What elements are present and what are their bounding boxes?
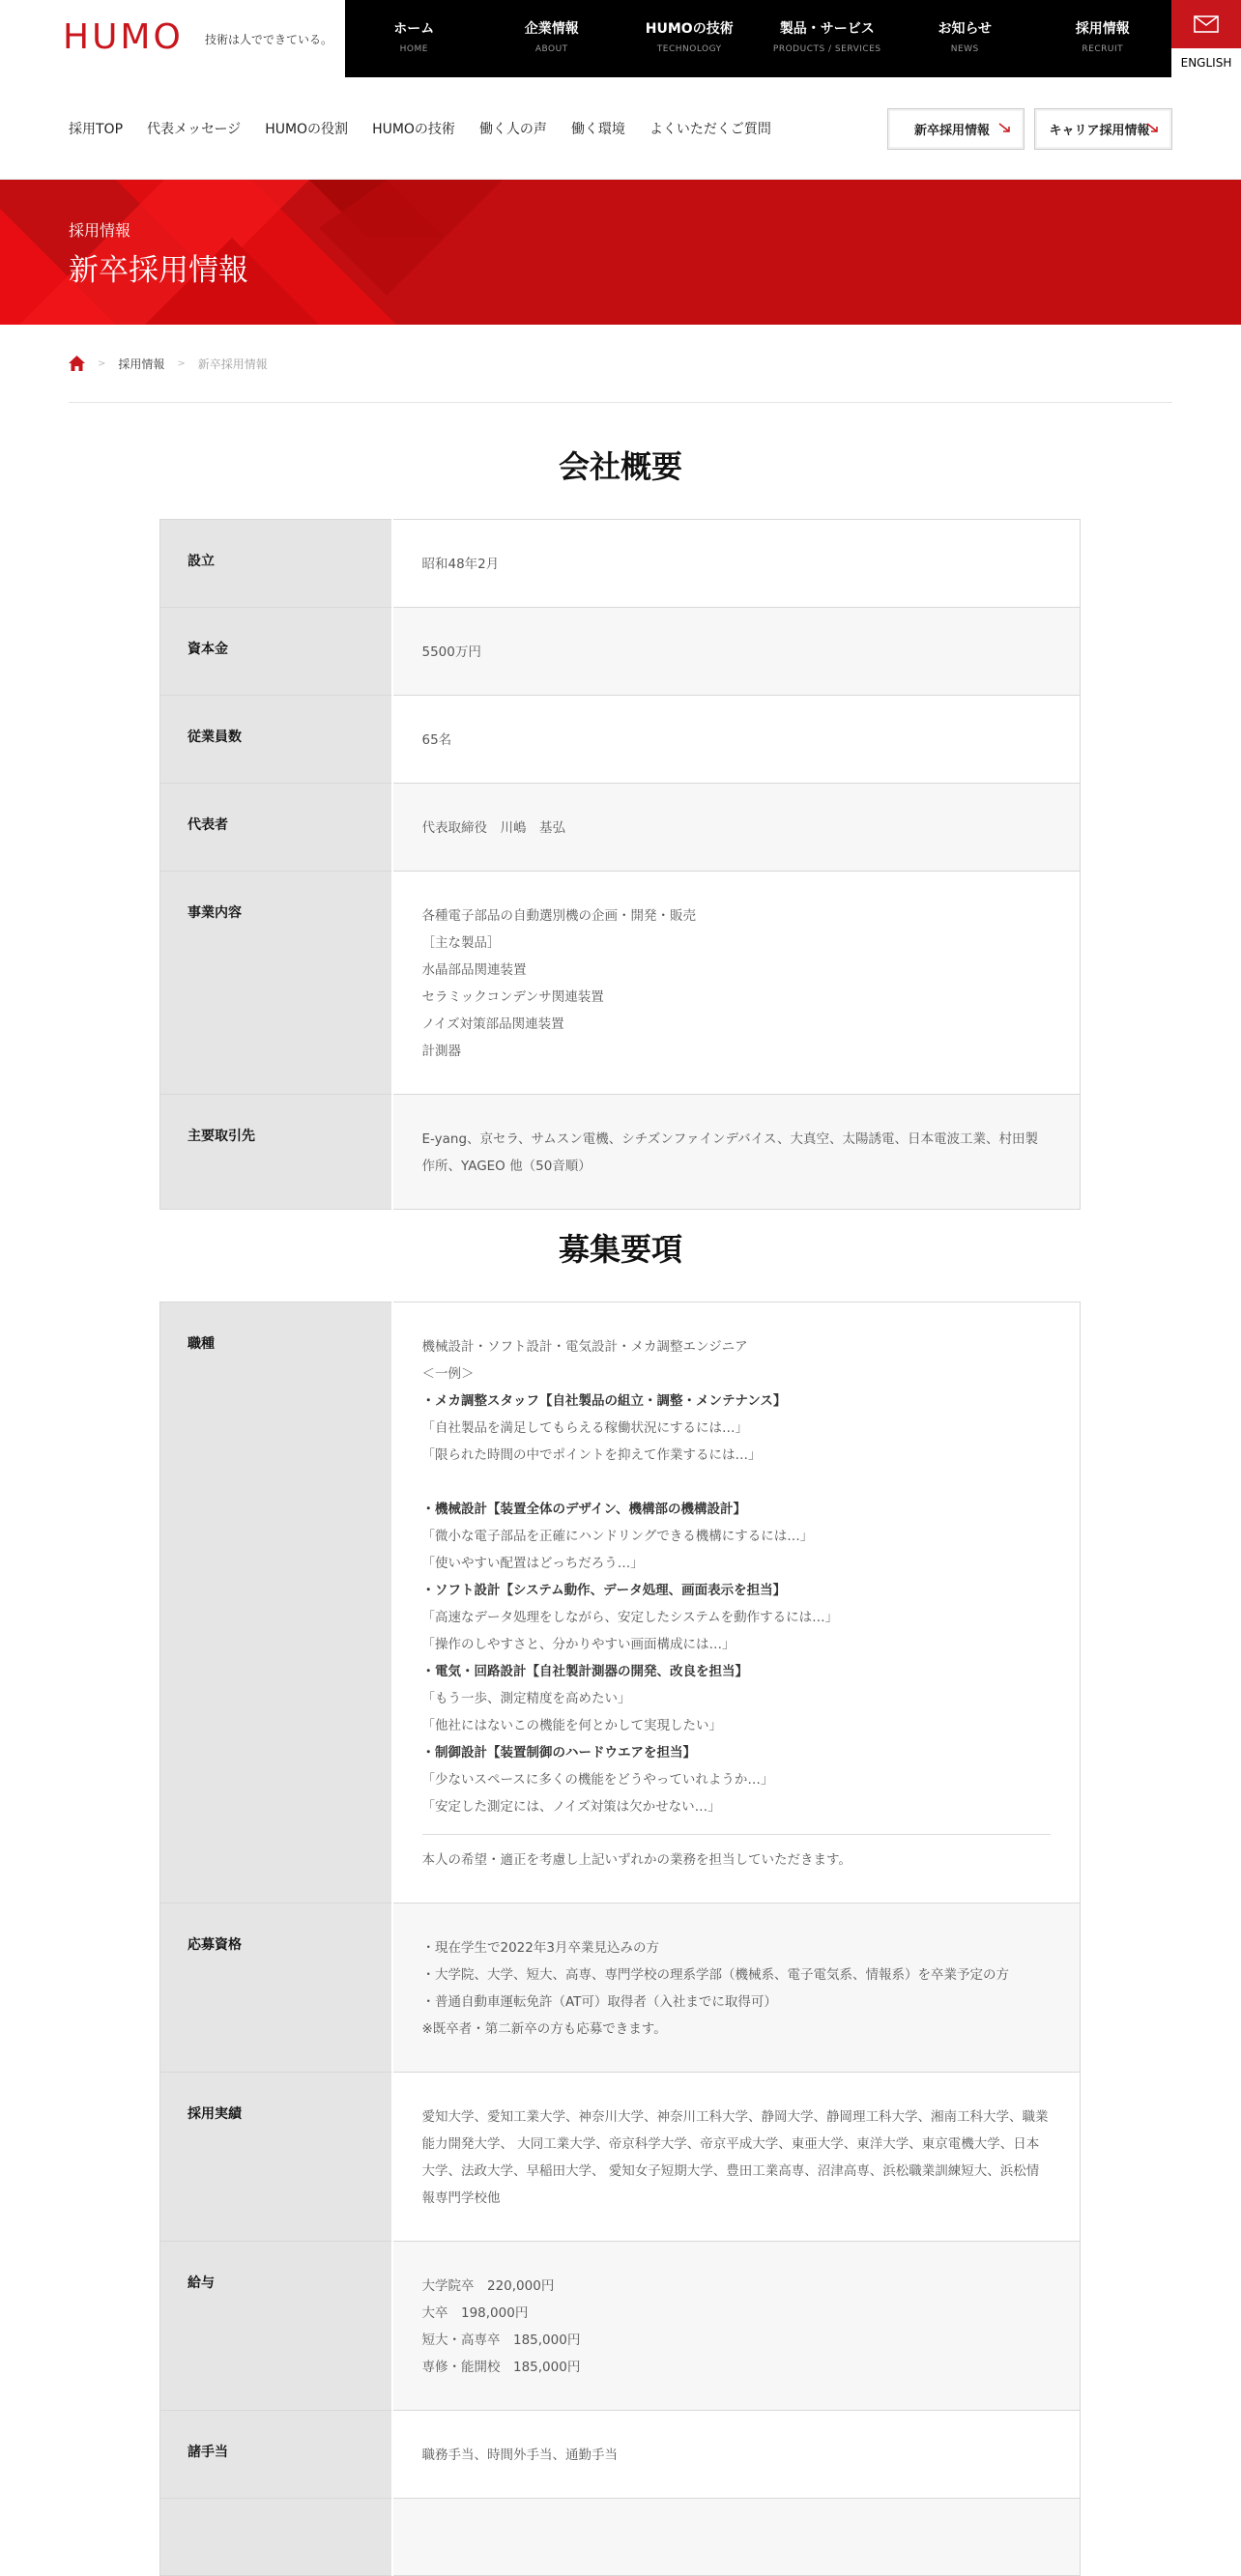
value-line: 代表取締役 川嶋 基弘 (421, 820, 565, 836)
row-label: 従業員数 (160, 696, 392, 784)
row-value (392, 1903, 1081, 2073)
gnav-sublabel: NEWS (950, 44, 979, 54)
arrow-icon (998, 123, 1012, 134)
row-label: 応募資格 (160, 1903, 392, 2073)
contact-mail-button[interactable] (1171, 0, 1241, 48)
subnav-voices[interactable]: 働く人の声 (478, 122, 547, 137)
subnav-links (69, 119, 795, 138)
recruit-table (159, 1302, 1081, 2576)
table-row (160, 608, 1081, 696)
row-label: 事業内容 (160, 872, 392, 1095)
site-header (0, 0, 1241, 77)
row-value (392, 2073, 1081, 2242)
row-label (160, 2499, 392, 2576)
table-row (160, 1302, 1081, 1903)
job-line: ＜一例＞ (421, 1366, 475, 1382)
gnav-home[interactable] (345, 0, 483, 77)
career-button-label: キャリア採用情報 (1049, 124, 1150, 138)
value-line: ※既卒者・第二新卒の方も応募できます。 (421, 2021, 667, 2037)
value-line: ・現在学生で2022年3月卒業見込みの方 (421, 1940, 659, 1956)
gnav-label: ホーム (393, 21, 435, 37)
gnav-sublabel: PRODUCTS / SERVICES (772, 44, 881, 54)
row-label: 設立 (160, 520, 392, 608)
row-value (392, 1095, 1081, 1210)
row-label: 代表者 (160, 784, 392, 872)
company-heading: 会社概要 (558, 448, 682, 485)
table-row (160, 2242, 1081, 2411)
english-link[interactable]: ENGLISH (1171, 48, 1241, 77)
job-line: 「安定した測定には、ノイズ対策は欠かせない…」 (421, 1799, 721, 1815)
page-banner (0, 180, 1241, 325)
table-row (160, 520, 1081, 608)
job-line: 「微小な電子部品を正確にハンドリングできる機構にするには…」 (421, 1529, 814, 1544)
row-label: 主要取引先 (160, 1095, 392, 1210)
gnav-label: お知らせ (938, 21, 993, 37)
gnav-technology[interactable] (620, 0, 759, 77)
gnav-label: 企業情報 (524, 21, 579, 37)
row-value (392, 2411, 1081, 2499)
job-line: 「限られた時間の中でポイントを抑えて作業するには…」 (421, 1447, 762, 1463)
subnav-faq[interactable]: よくいただくご質問 (649, 122, 771, 137)
breadcrumb-recruit[interactable]: 採用情報 (118, 357, 165, 371)
newgrad-button-label: 新卒採用情報 (913, 124, 990, 138)
row-label: 採用実績 (160, 2073, 392, 2242)
value-line: 65名 (421, 732, 452, 748)
subnav-message[interactable]: 代表メッセージ (147, 122, 242, 137)
subnav-role[interactable]: HUMOの役割 (265, 122, 349, 137)
row-value (392, 2242, 1081, 2411)
value-line: 大学院卒 220,000円 (421, 2278, 555, 2294)
career-button[interactable] (1034, 108, 1172, 150)
job-note: 本人の希望・適正を考慮し上記いずれかの業務を担当していただきます。 (421, 1852, 851, 1868)
spacer (422, 1469, 1052, 1496)
row-value (392, 696, 1081, 784)
divider (69, 402, 1172, 403)
subnav-environment[interactable]: 働く環境 (570, 122, 625, 137)
gnav-about[interactable] (483, 0, 621, 77)
value-line: 5500万円 (421, 644, 481, 660)
job-line: 機械設計・ソフト設計・電気設計・メカ調整エンジニア (421, 1339, 748, 1355)
row-value (392, 2499, 1081, 2576)
table-row (160, 784, 1081, 872)
tagline: 技術は人でできている。 (205, 33, 333, 46)
arrow-icon (1146, 123, 1160, 134)
gnav-recruit[interactable] (1034, 0, 1172, 77)
table-row (160, 2499, 1081, 2576)
company-table (159, 519, 1081, 1210)
row-label: 諸手当 (160, 2411, 392, 2499)
chevron-right-icon: > (98, 358, 106, 369)
mail-icon (1194, 15, 1219, 33)
table-row (160, 2411, 1081, 2499)
logo-area (0, 0, 345, 77)
job-line: 「高速なデータ処理をしながら、安定したシステムを動作するには…」 (421, 1610, 839, 1625)
value-line: ・大学院、大学、短大、高専、専門学校の理系学部（機械系、電子電気系、情報系）を卒業予定の方 (421, 1967, 1009, 1983)
gnav-sublabel: TECHNOLOGY (656, 44, 722, 54)
chevron-right-icon: > (177, 358, 186, 369)
table-row (160, 2073, 1081, 2242)
job-category: ・メカ調整スタッフ【自社製品の組立・調整・メンテナンス】 (421, 1393, 787, 1409)
gnav-sublabel: HOME (399, 44, 428, 54)
value-line: 各種電子部品の自動選別機の企画・開発・販売 (421, 908, 696, 924)
table-row (160, 1903, 1081, 2073)
subnav-recruit-top[interactable]: 採用TOP (69, 122, 124, 137)
gnav-news[interactable] (896, 0, 1034, 77)
gnav-label: 採用情報 (1075, 21, 1130, 37)
gnav-label: HUMOの技術 (645, 21, 734, 37)
job-line: 「使いやすい配置はどっちだろう…」 (421, 1556, 644, 1571)
job-lines (422, 1333, 1052, 1820)
job-line: 「少ないスペースに多くの機能をどうやっていれようか…」 (421, 1772, 774, 1788)
recruit-heading: 募集要項 (558, 1231, 682, 1268)
row-value (392, 784, 1081, 872)
banner-subtitle: 採用情報 (69, 221, 131, 240)
job-category: ・電気・回路設計【自社製計測器の開発、改良を担当】 (421, 1664, 748, 1679)
value-line: ・普通自動車運転免許（AT可）取得者（入社までに取得可） (421, 1994, 777, 2010)
job-category: ・機械設計【装置全体のデザイン、機構部の機構設計】 (421, 1502, 746, 1517)
gnav-label: 製品・サービス (779, 21, 875, 37)
row-value (392, 520, 1081, 608)
table-row (160, 872, 1081, 1095)
job-line: 「自社製品を満足してもらえる稼働状況にするには…」 (421, 1420, 748, 1436)
home-icon[interactable] (69, 356, 85, 371)
row-value (392, 608, 1081, 696)
lang-area (1171, 0, 1241, 77)
job-line: 「もう一歩、測定精度を高めたい」 (421, 1691, 631, 1706)
gnav-sublabel: RECRUIT (1082, 44, 1124, 54)
global-nav (345, 0, 1171, 77)
recruit-subnav (0, 77, 1241, 180)
job-line: 「操作のしやすさと、分かりやすい画面構成には…」 (421, 1637, 736, 1652)
value-line: 短大・高専卒 185,000円 (421, 2333, 581, 2348)
subnav-technology[interactable]: HUMOの技術 (372, 122, 455, 137)
value-line: セラミックコンデンサ関連装置 (421, 989, 604, 1005)
value-line: 水晶部品関連装置 (421, 962, 527, 978)
value-line: 職務手当、時間外手当、通勤手当 (421, 2447, 618, 2463)
gnav-products[interactable] (759, 0, 897, 77)
row-label: 資本金 (160, 608, 392, 696)
breadcrumb-current: 新卒採用情報 (197, 357, 268, 371)
table-row (160, 1095, 1081, 1210)
job-category: ・制御設計【装置制御のハードウエアを担当】 (421, 1745, 696, 1760)
value-line: 専修・能開校 185,000円 (421, 2360, 581, 2375)
row-label: 職種 (160, 1302, 392, 1903)
divider (422, 1834, 1052, 1835)
table-row (160, 696, 1081, 784)
value-line: E-yang、京セラ、サムスン電機、シチズンファインデバイス、大真空、太陽誘電、日本電波工業、村田製作所、YAGEO 他（50音順） (421, 1131, 1038, 1174)
value-line: 大卒 198,000円 (421, 2305, 529, 2321)
value-line: 愛知大学、愛知工業大学、神奈川大学、神奈川工科大学、静岡大学、静岡理工科大学、湘南工科大学、職業能力開発大学、 大同工業大学、帝京科学大学、帝京平成大学、東亜大学、東洋大学、東京電機大学、日本大学、法政大学、早稲田大学、 愛知女子短期大学、豊田工業高専、沼津高専、浜松職業訓練短大、浜松情報専門学校他 (421, 2109, 1049, 2206)
logo[interactable]: HUMO (63, 17, 184, 57)
gnav-sublabel: ABOUT (534, 44, 568, 54)
page-title: 新卒採用情報 (69, 253, 248, 288)
newgrad-button[interactable] (887, 108, 1025, 150)
value-line: ［主な製品］ (421, 935, 501, 951)
value-line: ノイズ対策部品関連装置 (421, 1016, 564, 1032)
value-line: 計測器 (421, 1044, 461, 1059)
job-category: ・ソフト設計【システム動作、データ処理、画面表示を担当】 (421, 1583, 787, 1598)
row-label: 給与 (160, 2242, 392, 2411)
job-line: 「他社にはないこの機能を何とかして実現したい」 (421, 1718, 722, 1733)
row-value (392, 872, 1081, 1095)
breadcrumb (69, 354, 268, 373)
value-line: 昭和48年2月 (421, 557, 500, 572)
job-description (392, 1302, 1081, 1903)
